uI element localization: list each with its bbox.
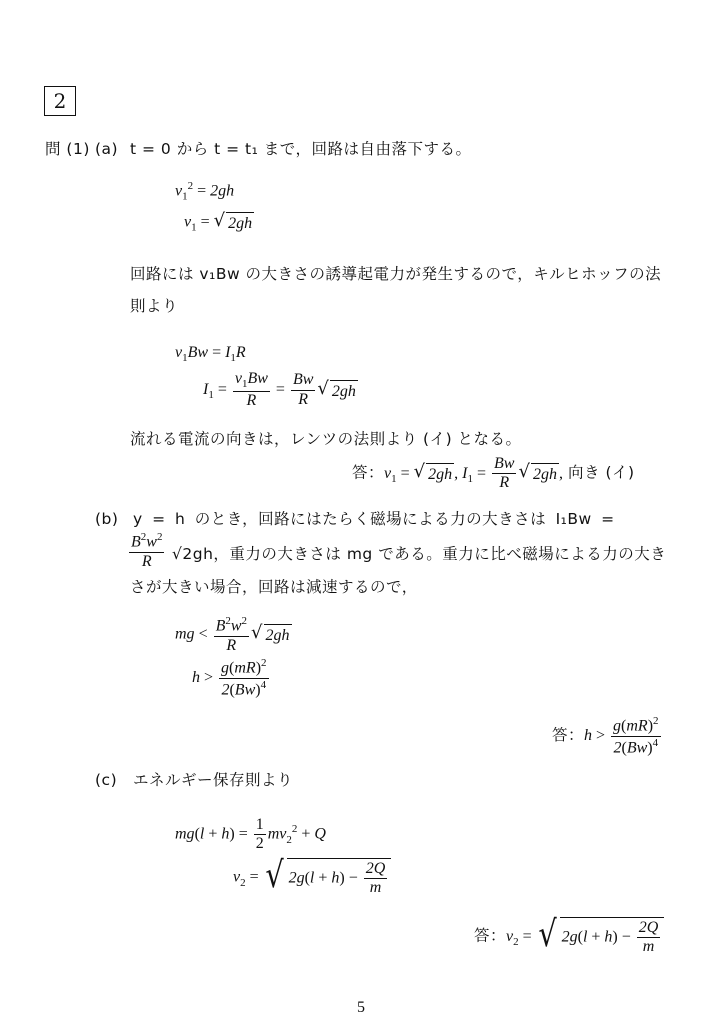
equation-energy: mg(l + h) = $\frac{1}{2}$ $mv_2^2 + Q$ — [175, 816, 326, 853]
answer-prefix: 答： — [474, 926, 507, 945]
part-b-text-line-2: √2gh，重力の大きさは mg である。重力に比べ磁場による力の大き — [172, 545, 667, 563]
equation-v2: $v_2$ = √ 2g(l + h) − $\frac{2Q}{m}$ — [233, 858, 391, 898]
part-b-text-line-1: y = h のとき，回路にはたらく磁場による力の大きさは I₁Bw = — [133, 510, 615, 528]
page-number: 5 — [357, 999, 365, 1016]
equation-inequality-2: h > $\frac{g(mR)^2}{2(Bw)^4}$ — [192, 657, 267, 699]
part-c-label: (c) — [95, 771, 118, 789]
equation-v1: $v_1$ = √ 2gh — [184, 210, 253, 234]
part-a-text-1-line-1: 回路には v₁Bw の大きさの誘導起電力が発生するので，キルヒホッフの法 — [130, 265, 662, 283]
answer-prefix: 答： — [352, 463, 385, 482]
section-number-box — [44, 86, 76, 116]
part-c-text: エネルギー保存則より — [133, 771, 294, 789]
equation-v1-squared: $v_1^2 = 2gh$ — [175, 180, 235, 203]
equation-inequality-1: mg < $\frac{B^2w^2}{R}$ √ 2gh — [175, 615, 290, 654]
answer-direction: 向き (イ) — [568, 463, 635, 482]
equation-kirchhoff: $v_1Bw = I_1R$ — [175, 344, 246, 365]
part-b-label: (b) — [95, 510, 119, 528]
section-number: 2 — [53, 89, 67, 113]
part-b-answer: 答：h > $\frac{g(mR)^2}{2(Bw)^4}$ — [552, 715, 659, 757]
answer-prefix: 答： — [552, 725, 585, 744]
part-c-answer: 答：$v_2$ = √ 2g(l + h) − $\frac{2Q}{m}$ — [474, 917, 664, 957]
question-1-label: 問 (1) — [45, 140, 90, 158]
part-a-text-1-line-2: 則より — [130, 297, 179, 315]
part-b-force-fraction: $\frac{B^2w^2}{R}$ — [131, 531, 163, 570]
part-a-label: (a) — [95, 140, 119, 158]
part-b-text-line-3: さが大きい場合，回路は減速するので， — [130, 578, 418, 596]
part-a-answer: 答：$v_1$ = √ 2gh , $I_1$ = $\frac{Bw}{R}$ √ 2gh , 向き (イ) — [352, 455, 635, 492]
equation-current-i1: $I_1$ = $\frac{v_1Bw}{R}$ = $\frac{Bw}{R}$ √ 2gh — [203, 370, 356, 409]
part-a-text-2: 流れる電流の向きは，レンツの法則より (イ) となる。 — [130, 430, 522, 448]
part-a-intro: t = 0 から t = t₁ まで，回路は自由落下する。 — [130, 140, 472, 158]
